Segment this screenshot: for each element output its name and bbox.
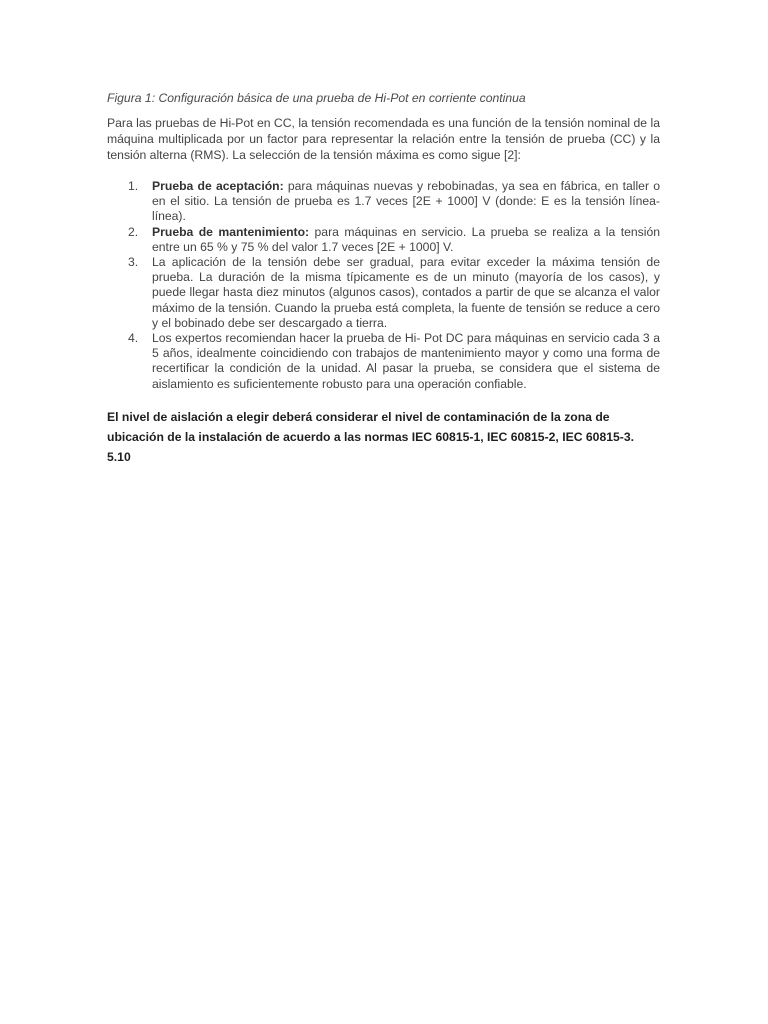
list-item-text: Los expertos recomiendan hacer la prueba de Hi- Pot DC para máquinas en servicio cada 3 a 5 años, idealmente coincidiendo con trabajos de mantenimiento mayor y como una forma de recertificar la condición de la unidad. Al pasar la prueba, se considera que el sistema de aislamiento es suficientemente robusto para una operación confiable. xyxy=(152,331,660,391)
list-item-number: 4. xyxy=(128,331,139,346)
list-item-number: 3. xyxy=(128,255,139,270)
list-item-text: para máquinas nuevas y rebobinadas, ya sea en fábrica, en taller o en el sitio. La tensión de prueba es 1.7 veces [2E + 1000] V (donde: E es la tensión línea-línea). xyxy=(152,179,660,224)
figure-caption: Figura 1: Configuración básica de una prueba de Hi-Pot en corriente continua xyxy=(107,91,526,105)
document-page xyxy=(107,90,660,467)
list-item-text: La aplicación de la tensión debe ser gradual, para evitar exceder la máxima tensión de prueba. La duración de la misma típicamente es de un minuto (mayoría de los casos), y puede llegar hasta diez minutos (algunos casos), contados a partir de que se alcanza el valor máximo de la tensión. Cuando la prueba está completa, la fuente de tensión se reduce a cero y el bobinado debe ser descargado a tierra. xyxy=(152,255,660,330)
list-item-number: 2. xyxy=(128,224,139,239)
intro-paragraph: Para las pruebas de Hi-Pot en CC, la tensión recomendada es una función de la tensión nominal de la máquina multiplicada por un factor para representar la relación entre la tensión de prueba (CC) y la tensión alterna (RMS). La selección de la tensión máxima es como sigue [2]: xyxy=(107,116,660,162)
list-item-number: 1. xyxy=(128,179,139,193)
closing-note: El nivel de aislación a elegir deberá considerar el nivel de contaminación de la zona de ubicación de la instalación de acuerdo a las normas IEC 60815-1, IEC 60815-2, IEC 60815-3. 5.10 xyxy=(107,409,635,464)
list-item xyxy=(107,179,660,225)
list-item xyxy=(107,225,660,255)
list-item-lead: Prueba de aceptación: xyxy=(152,179,284,193)
list-item-lead: Prueba de mantenimiento: xyxy=(152,224,310,239)
list-item xyxy=(107,331,660,392)
list-item-text: para máquinas en servicio. La prueba se realiza a la tensión entre un 65 % y 75 % del valor 1.7 veces [2E + 1000] V. xyxy=(152,224,660,254)
list-item xyxy=(107,255,660,331)
numbered-list xyxy=(107,179,660,392)
